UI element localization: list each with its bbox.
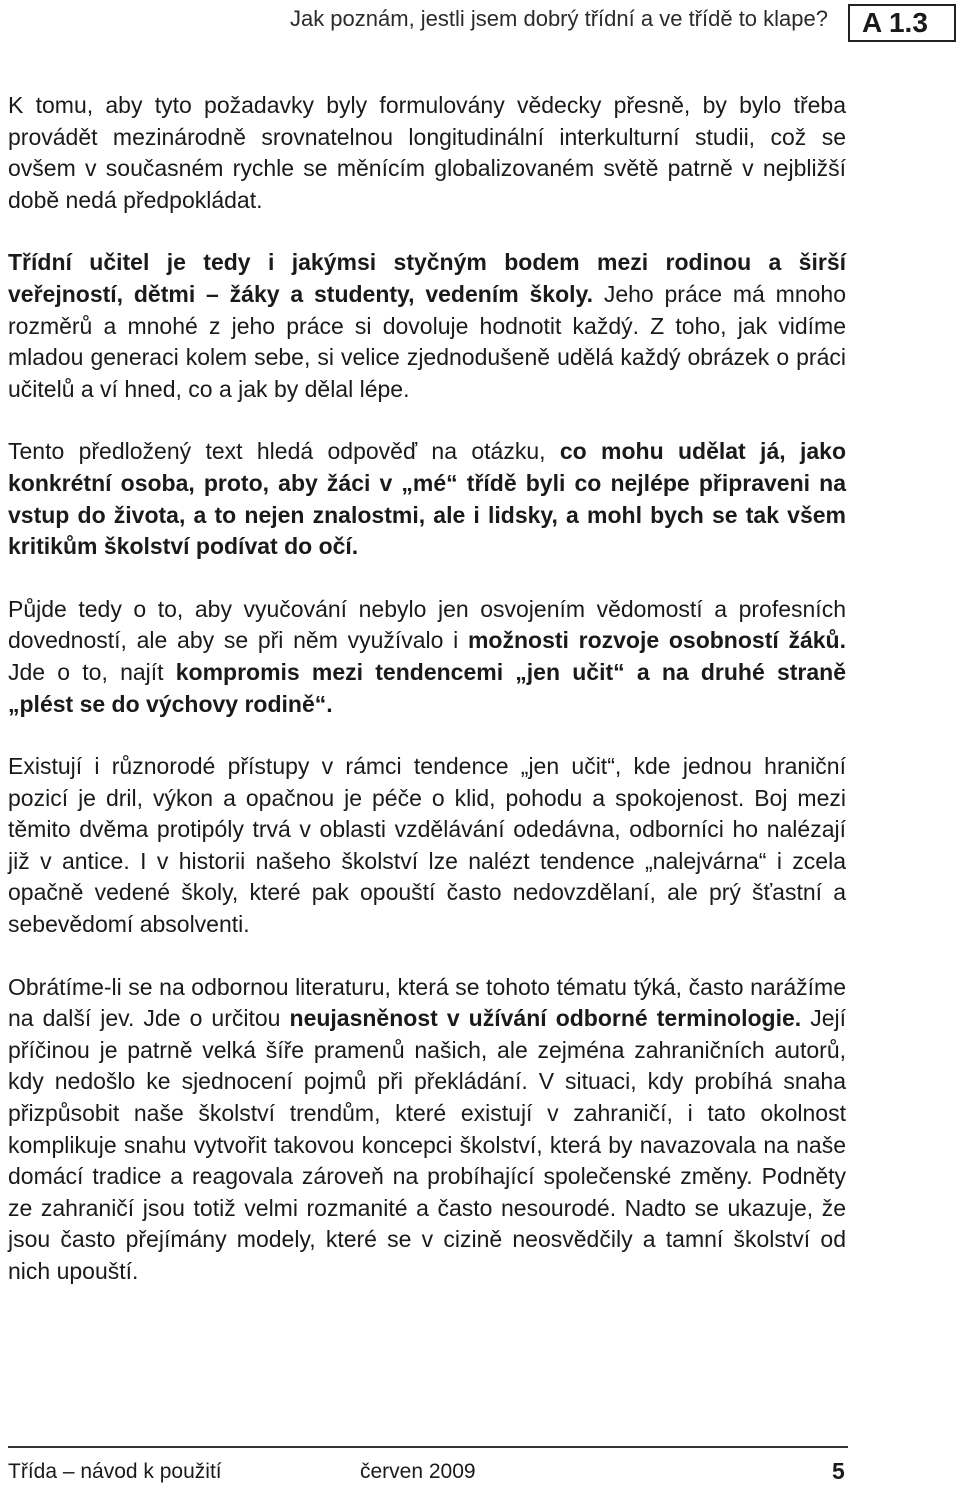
text-run: Jde o to, najít	[8, 658, 176, 685]
header-title: Jak poznám, jestli jsem dobrý třídní a ve třídě to klape?	[289, 6, 828, 31]
text-run-bold: neujasněnost v užívání odborné terminologie.	[289, 1005, 802, 1032]
text-run-bold: možnosti rozvoje osobností žáků.	[467, 627, 846, 654]
body-text	[8, 90, 846, 1319]
footer-date: červen 2009	[360, 1460, 476, 1483]
footer-divider	[8, 1446, 848, 1448]
text-run-bold: Třídní učitel je tedy i jakýmsi styčným bodem mezi rodinou a širší veřejností, dětmi – žáky a studenty, vedením školy.	[8, 249, 846, 307]
page-number: 5	[832, 1458, 845, 1484]
section-badge: A 1.3	[848, 4, 956, 42]
text-run: Obrátíme-li se na odbornou literaturu, která se tohoto tématu týká, často narážíme na další jev. Jde o určitou	[8, 973, 846, 1032]
paragraph	[8, 90, 846, 216]
text-run: Existují i různorodé přístupy v rámci tendence „jen učit“, kde jednou hraniční pozicí je dril, výkon a opačnou je péče o klid, pohodu a spokojenost. Boj mezi těmito dvěma protipóly trvá v oblasti vzdělávání odedávna, odborníci ho nalézají již v antice. I v historii našeho školství lze nalézt tendence „nalejvárna“ i zcela opačně vedené školy, které pak opouští často nedovzdělaní, ale prý šťastní a sebevědomí absolventi.	[8, 753, 846, 938]
paragraph	[8, 436, 846, 562]
text-run: K tomu, aby tyto požadavky byly formulovány vědecky přesně, by bylo třeba provádět mezinárodně srovnatelnou longitudinální interkulturní studii, což se ovšem v současném rychle se měnícím globalizovaném světě patrně v nejbližší době nedá předpokládat.	[8, 92, 846, 213]
footer-publication: Třída – návod k použití	[8, 1460, 222, 1483]
paragraph	[8, 594, 846, 720]
text-run: Tento předložený text hledá odpověď na otázku,	[8, 438, 560, 465]
text-run: Půjde tedy o to, aby vyučování nebylo jen osvojením vědomostí a profesních dovedností, ale aby se při něm využívalo i	[8, 595, 846, 654]
text-run: Její příčinou je patrně velká šíře pramenů našich, ale zejména zahraničních autorů, kdy nedošlo ke sjednocení pojmů při překládání. V situaci, kdy probíhá snaha přizpůsobit naše školství trendům, které existují v zahraničí, i tato okolnost komplikuje snahu vytvořit takovou koncepci školství, která by navazovala na naše domácí tradice a reagovala zároveň na probíhající společenské změny. Podněty ze zahraničí jsou totiž velmi rozmanité a často nesourodé. Nadto se ukazuje, že jsou často přejímány modely, které se v cizině neosvědčily a tamní školství od nich upouští.	[8, 1005, 847, 1284]
text-run-bold: kompromis mezi tendencemi „jen učit“ a na druhé straně „plést se do výchovy rodině“.	[8, 658, 846, 717]
paragraph	[8, 972, 846, 1288]
paragraph	[8, 751, 846, 941]
paragraph	[8, 247, 846, 405]
page-header	[0, 0, 960, 48]
text-run-bold: co mohu udělat já, jako konkrétní osoba, proto, aby žáci v „mé“ třídě byli co nejlépe připraveni na vstup do života, a to nejen znalostmi, ale i lidsky, a mohl bych se tak všem kritikům školství podívat do očí.	[8, 438, 846, 560]
text-run: Jeho práce má mnoho rozměrů a mnohé z jeho práce si dovoluje hodnotit každý. Z toho, jak vidíme mladou generaci kolem sebe, si velice zjednodušeně udělá každý obrázek o práci učitelů a ví hned, co a jak by dělal lépe.	[8, 280, 846, 402]
